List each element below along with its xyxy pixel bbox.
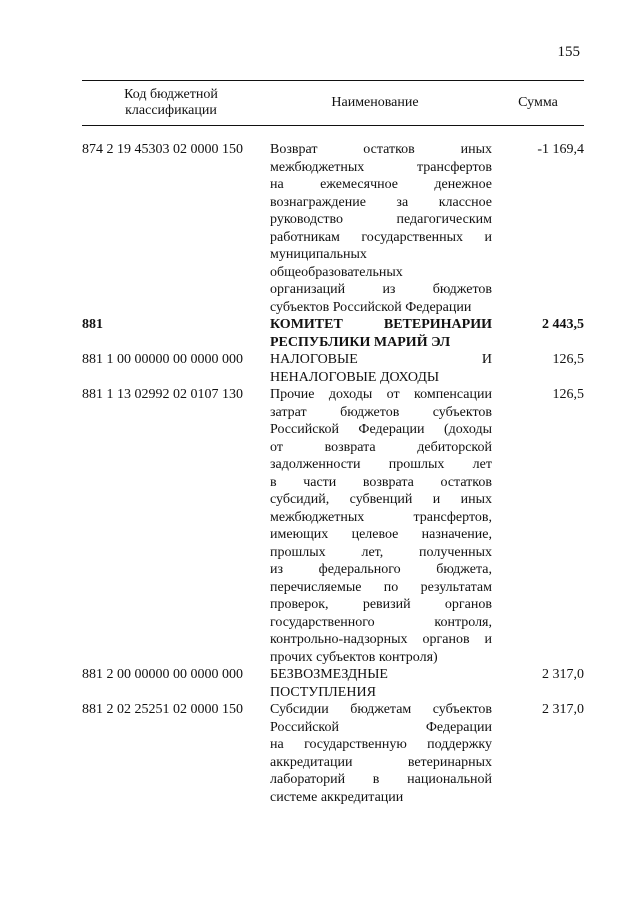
budget-code: 874 2 19 45303 02 0000 150 <box>82 142 243 157</box>
item-name-line: в части возврата остатков <box>270 474 492 490</box>
header-sum: Сумма <box>518 95 558 110</box>
item-name-line: работникам государственных и <box>270 229 492 245</box>
item-name-line: затрат бюджетов субъектов <box>270 404 492 420</box>
item-sum: -1 169,4 <box>537 142 584 157</box>
item-name-line: БЕЗВОЗМЕЗДНЫЕ <box>270 667 388 682</box>
item-name-line: НАЛОГОВЫЕ И <box>270 352 492 367</box>
table-row <box>82 701 584 806</box>
item-name-line: организаций из бюджетов <box>270 282 492 297</box>
item-name-line: межбюджетных трансфертов, <box>270 509 492 525</box>
budget-code: 881 1 00 00000 00 0000 000 <box>82 352 243 367</box>
item-name <box>270 666 492 701</box>
item-name-line: прочих субъектов контроля) <box>270 649 438 665</box>
header-name: Наименование <box>331 95 419 110</box>
item-name <box>270 351 492 386</box>
item-name-line: системе аккредитации <box>270 789 404 805</box>
table-row <box>82 351 584 386</box>
item-name-line: субъектов Российской Федерации <box>270 299 472 315</box>
item-name-line: перечисляемые по результатам <box>270 579 492 595</box>
item-name-line: руководство педагогическим <box>270 212 492 227</box>
item-name-line: на государственную поддержку <box>270 737 492 752</box>
item-name-line: Российской Федерации (доходы <box>270 422 492 437</box>
item-name-line: Прочие доходы от компенсации <box>270 387 492 402</box>
table-body <box>82 141 584 806</box>
item-name-line: проверок, ревизий органов <box>270 597 492 612</box>
item-name-line: муниципальных <box>270 247 367 262</box>
item-name-line: контрольно-надзорных органов и <box>270 632 492 647</box>
item-name-line: субсидий, субвенций и иных <box>270 492 492 507</box>
item-sum: 2 317,0 <box>542 667 584 682</box>
item-name-line: лабораторий в национальной <box>270 772 492 787</box>
item-name-line: имеющих целевое назначение, <box>270 527 492 542</box>
item-name-line: НЕНАЛОГОВЫЕ ДОХОДЫ <box>270 369 440 385</box>
header-code: Код бюджетной классификации <box>124 87 218 118</box>
item-name-line: вознаграждение за классное <box>270 194 492 210</box>
table-row <box>82 666 584 701</box>
item-name-line: КОМИТЕТ ВЕТЕРИНАРИИ <box>270 317 492 332</box>
item-name-line: государственного контроля, <box>270 614 492 630</box>
item-name-line: общеобразовательных <box>270 264 403 280</box>
item-name-line: ПОСТУПЛЕНИЯ <box>270 684 376 700</box>
budget-code: 881 2 00 00000 00 0000 000 <box>82 667 243 682</box>
item-name <box>270 316 492 351</box>
item-name-line: из федерального бюджета, <box>270 562 492 577</box>
page-number: 155 <box>557 44 580 60</box>
item-name <box>270 141 492 316</box>
item-name-line: Субсидии бюджетам субъектов <box>270 702 492 717</box>
item-name <box>270 386 492 666</box>
item-name-line: Возврат остатков иных <box>270 142 492 157</box>
item-name-line: РЕСПУБЛИКИ МАРИЙ ЭЛ <box>270 334 451 350</box>
item-name-line: от возврата дебиторской <box>270 439 492 455</box>
budget-code: 881 1 13 02992 02 0107 130 <box>82 387 243 402</box>
item-name-line: межбюджетных трансфертов <box>270 159 492 175</box>
table-row <box>82 386 584 666</box>
item-name-line: Российской Федерации <box>270 719 492 735</box>
table-row <box>82 316 584 351</box>
item-sum: 126,5 <box>552 387 584 402</box>
item-sum: 2 443,5 <box>542 317 584 332</box>
table-row <box>82 141 584 316</box>
item-name-line: аккредитации ветеринарных <box>270 754 492 770</box>
budget-code: 881 2 02 25251 02 0000 150 <box>82 702 243 717</box>
item-sum: 2 317,0 <box>542 702 584 717</box>
item-name-line: на ежемесячное денежное <box>270 177 492 192</box>
budget-code: 881 <box>82 317 103 332</box>
item-name <box>270 701 492 806</box>
item-name-line: прошлых лет, полученных <box>270 544 492 560</box>
table-header <box>82 80 584 126</box>
item-sum: 126,5 <box>552 352 584 367</box>
item-name-line: задолженности прошлых лет <box>270 457 492 472</box>
